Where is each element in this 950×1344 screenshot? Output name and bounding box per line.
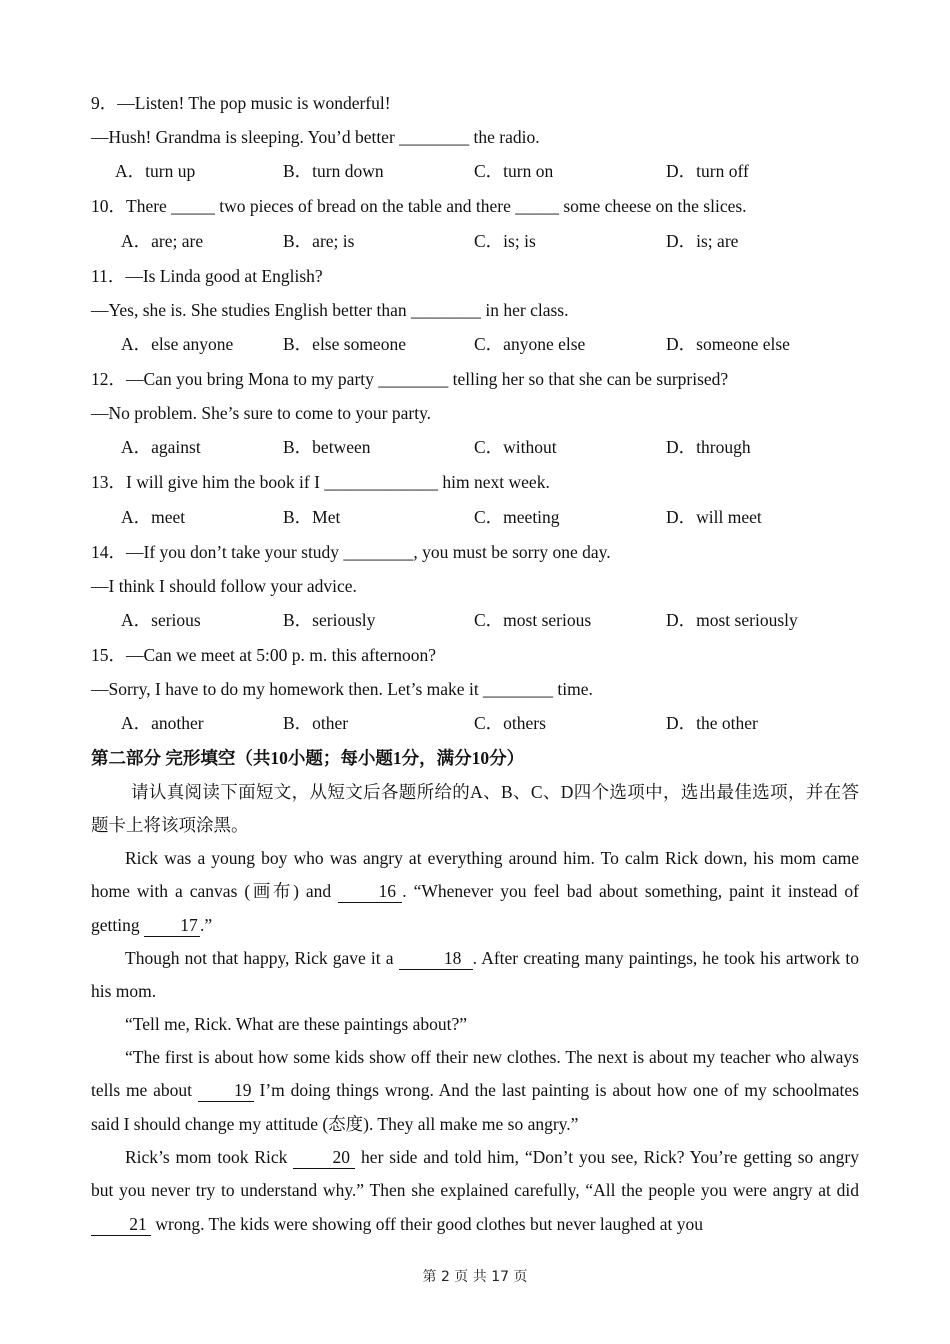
- blank-17: 17: [144, 914, 200, 937]
- option-c: C．others: [474, 713, 546, 733]
- passage-paragraph-5: [91, 1141, 859, 1241]
- passage-paragraph-3: [91, 1008, 859, 1041]
- option-a: A．serious: [121, 610, 201, 630]
- option-c: C．without: [474, 437, 557, 457]
- passage-paragraph-1: [91, 842, 859, 942]
- text-span: “The first is about how some kids show off their new clothes. The next is about my teacher who always tells me about: [91, 1047, 859, 1101]
- option-c: C．turn on: [474, 161, 554, 181]
- blank-20: 20: [293, 1146, 355, 1169]
- option-b: B．else someone: [283, 334, 406, 354]
- option-c: C．anyone else: [474, 334, 586, 354]
- section-heading: 第二部分 完形填空（共10小题；每小题1分，满分10分）: [91, 748, 525, 768]
- option-a: A．turn up: [115, 161, 196, 181]
- option-a: A．are; are: [121, 231, 204, 251]
- question-15-options: [0, 711, 950, 735]
- text-span: her side and told him, “Don’t you see, Rick? You’re getting so angry but you never try to understand why.” Then she explained carefully, “All the people you were angry at did: [91, 1147, 859, 1201]
- passage-paragraph-4: [91, 1041, 859, 1141]
- text-span: . After creating many paintings, he took his artwork to his mom.: [91, 948, 859, 1002]
- blank-19: 19: [198, 1079, 254, 1102]
- option-d: D．will meet: [666, 507, 762, 527]
- question-11-options: [0, 332, 950, 356]
- question-12-stem: 12．—Can you bring Mona to my party ________ telling her so that she can be surprised?: [91, 369, 729, 389]
- passage-paragraph-2: [91, 942, 859, 1009]
- text-span: Rick was a young boy who was angry at everything around him. To calm Rick down, his mom came home with a canvas (画布) and: [91, 848, 859, 902]
- text-span: .”: [199, 914, 213, 935]
- option-b: B．seriously: [283, 610, 376, 630]
- question-14-stem: 14．—If you don’t take your study ________, you must be sorry one day.: [91, 542, 611, 562]
- question-10-options: [0, 229, 950, 253]
- option-b: B．between: [283, 437, 371, 457]
- option-d: D．the other: [666, 713, 758, 733]
- paragraph-2-text: [91, 942, 859, 1009]
- question-13-stem: 13．I will give him the book if I _____________ him next week.: [91, 472, 550, 492]
- question-9-dialogue: —Hush! Grandma is sleeping. You’d better ________ the radio.: [91, 127, 540, 147]
- text-span: wrong. The kids were showing off their good clothes but never laughed at you: [151, 1213, 703, 1234]
- option-a: A．against: [121, 437, 201, 457]
- paragraph-1-text: [91, 842, 859, 942]
- question-10-stem: 10．There _____ two pieces of bread on the table and there _____ some cheese on the slices.: [91, 196, 747, 216]
- question-9-stem: 9．—Listen! The pop music is wonderful!: [91, 93, 391, 113]
- option-b: B．are; is: [283, 231, 355, 251]
- option-d: D．someone else: [666, 334, 790, 354]
- option-b: B．Met: [283, 507, 341, 527]
- question-14-options: [0, 608, 950, 632]
- text-span: Rick’s mom took Rick: [125, 1147, 294, 1167]
- option-d: D．is; are: [666, 231, 739, 251]
- option-b: B．turn down: [283, 161, 384, 181]
- blank-21: 21: [91, 1213, 151, 1236]
- option-a: A．else anyone: [121, 334, 234, 354]
- option-c: C．is; is: [474, 231, 536, 251]
- question-9-options: [0, 159, 950, 183]
- question-15-dialogue: —Sorry, I have to do my homework then. Let’s make it ________ time.: [91, 679, 593, 699]
- page-footer: 第 2 页 共 17 页: [422, 1269, 528, 1285]
- blank-18: 18: [399, 947, 473, 970]
- option-a: A．another: [121, 713, 204, 733]
- option-d: D．most seriously: [666, 610, 798, 630]
- option-b: B．other: [283, 713, 349, 733]
- question-15-stem: 15．—Can we meet at 5:00 p. m. this afternoon?: [91, 645, 437, 665]
- option-c: C．meeting: [474, 507, 560, 527]
- blank-16: 16: [338, 880, 402, 903]
- question-11-stem: 11．—Is Linda good at English?: [91, 266, 323, 286]
- option-d: D．through: [666, 437, 751, 457]
- text-span: Though not that happy, Rick gave it a: [125, 948, 399, 968]
- question-12-options: [0, 435, 950, 459]
- question-12-dialogue: —No problem. She’s sure to come to your party.: [91, 403, 432, 423]
- option-a: A．meet: [121, 507, 186, 527]
- option-d: D．turn off: [666, 161, 749, 181]
- instruction-text: 请认真阅读下面短文，从短文后各题所给的A、B、C、D四个选项中，选出最佳选项，并在答题卡上将该项涂黑。: [91, 782, 859, 835]
- text-span: . “Whenever you feel bad about something, paint it instead of getting: [91, 881, 860, 935]
- question-13-options: [0, 505, 950, 529]
- paragraph-5-text: [91, 1141, 859, 1241]
- paragraph-4-text: [91, 1041, 859, 1141]
- section-instruction: [91, 776, 859, 842]
- paragraph-3-text: “Tell me, Rick. What are these paintings about?”: [125, 1014, 468, 1034]
- option-c: C．most serious: [474, 610, 592, 630]
- question-14-dialogue: —I think I should follow your advice.: [91, 576, 357, 596]
- question-11-dialogue: —Yes, she is. She studies English better than ________ in her class.: [91, 300, 569, 320]
- text-span: I’m doing things wrong. And the last painting is about how one of my schoolmates said I should change my attitude (态度). They all make me so angry.”: [91, 1080, 859, 1134]
